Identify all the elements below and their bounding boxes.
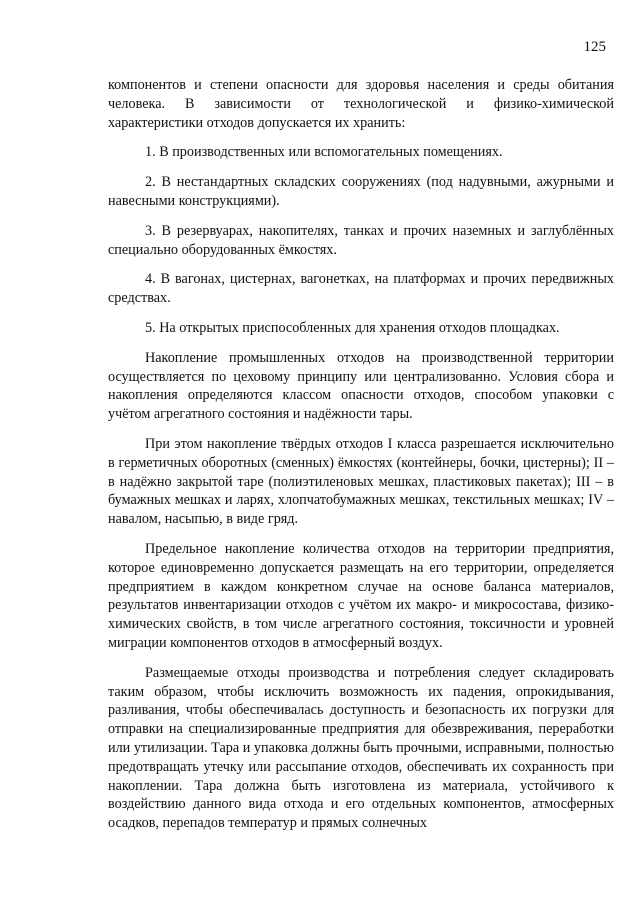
intro-paragraph: компонентов и степени опасности для здоровья населения и среды обитания человека. В зависимости от технологической и физико-химической характеристики отходов допускается их хранить:: [108, 77, 614, 131]
paragraph-storage-requirements: Размещаемые отходы производства и потребления следует складировать таким образом, чтобы исключить возможность их падения, опрокидывания, разливания, чтобы обеспечивалась доступность и безопасность их погрузки для отправки на специализированные предприятия для обезвреживания, переработки или утилизации. Тара и упаковка должны быть прочными, исправными, полностью предотвращать утечку или рассыпание отходов, обеспечивать их сохранность при накоплении. Тара должна быть изготовлена из материала, устойчивого к воздействию данного вида отхода и его отдельных компонентов, атмосферных осадков, перепадов температур и прямых солнечных: [108, 664, 614, 832]
list-item-3: 3. В резервуарах, накопителях, танках и прочих наземных и заглублённых специально оборудованных ёмкостях.: [108, 222, 614, 258]
paragraph-hazard-classes: При этом накопление твёрдых отходов I класса разрешается исключительно в герметичных оборотных (сменных) ёмкостях (контейнеры, бочки, цистерны); II – в надёжно закрытой таре (полиэтиленовых мешках, пластиковых пакетах); III – в бумажных мешках и ларях, хлопчатобумажных мешках, текстильных мешках; IV – навалом, насыпью, в виде гряд.: [108, 435, 614, 528]
list-item-4: 4. В вагонах, цистернах, вагонетках, на платформах и прочих передвижных средствах.: [108, 271, 614, 307]
list-item-5: 5. На открытых приспособленных для хранения отходов площадках.: [145, 319, 560, 336]
page-number: 125: [583, 39, 606, 55]
paragraph-accumulation: Накопление промышленных отходов на производственной территории осуществляется по цеховому принципу или централизованно. Условия сбора и накопления определяются классом опасности отходов, способом упаковки с учётом агрегатного состояния и надёжности тары.: [108, 349, 614, 423]
list-item-2: 2. В нестандартных складских сооружениях (под надувными, ажурными и навесными конструкциями).: [108, 174, 614, 209]
page-content: [108, 76, 614, 844]
paragraph-limit-accumulation: Предельное накопление количества отходов на территории предприятия, которое единовременно допускается размещать на его территории, определяется предприятием в каждом конкретном случае на основе баланса материалов, результатов инвентаризации отходов с учётом их макро- и микросостава, физико-химических свойств, в том числе агрегатного состояния, токсичности и уровней миграции компонентов отходов в атмосферный воздух.: [108, 540, 614, 651]
list-item-1: 1. В производственных или вспомогательных помещениях.: [145, 144, 503, 161]
